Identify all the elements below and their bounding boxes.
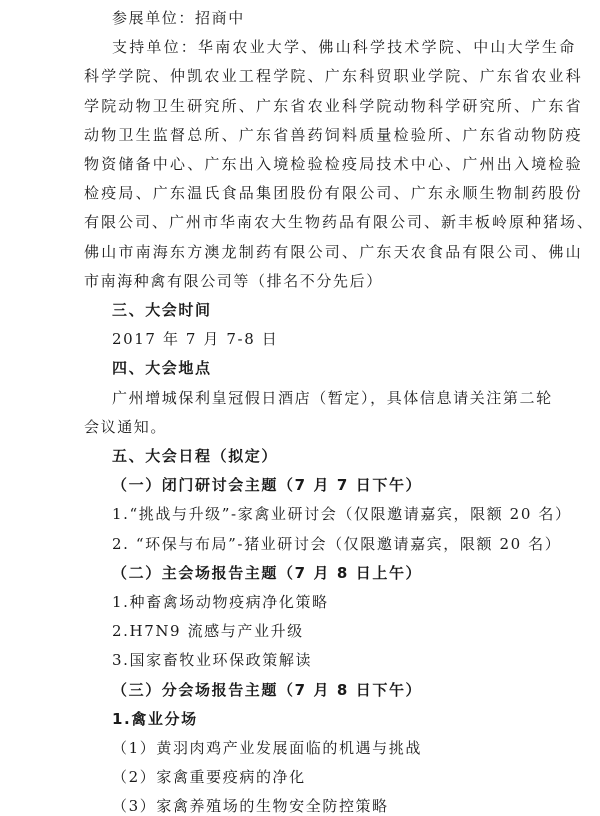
support-line-9: 市南海种禽有限公司等（排名不分先后）: [84, 271, 383, 290]
venue-line-2: 会议通知。: [84, 417, 168, 436]
part2-title: （二）主会场报告主题（7 月 8 日上午）: [112, 563, 423, 582]
support-line-5: 物资储备中心、广东出入境检验检疫局技术中心、广州出入境检验: [84, 155, 583, 173]
part3-subtitle: 1.禽业分场: [112, 709, 198, 728]
part1-item-1: 1.“挑战与升级”-家禽业研讨会（仅限邀请嘉宾，限额 20 名）: [112, 505, 572, 524]
part2-item-2: 2.H7N9 流感与产业升级: [112, 622, 304, 641]
section-time-title: 三、大会时间: [112, 301, 212, 319]
participants-line: 参展单位：招商中: [112, 9, 245, 27]
meeting-date: 2017 年 7 月 7-8 日: [112, 330, 279, 349]
venue-line-1: 广州增城保利皇冠假日酒店（暂定），具体信息请关注第二轮: [112, 388, 553, 407]
part1-title: （一）闭门研讨会主题（7 月 7 日下午）: [112, 476, 423, 495]
support-line-7: 有限公司、广州市华南农大生物药品有限公司、新丰板岭原种猪场、: [84, 213, 595, 232]
support-line-1: 支持单位：华南农业大学、佛山科学技术学院、中山大学生命: [112, 38, 577, 57]
support-line-6: 检疫局、广东温氏食品集团股份有限公司、广东永顺生物制药股份: [84, 184, 583, 203]
section-schedule-title: 五、大会日程（拟定）: [112, 447, 279, 465]
section-venue-title: 四、大会地点: [112, 359, 212, 378]
support-line-4: 动物卫生监督总所、广东省兽药饲料质量检验所、广东省动物防疫: [84, 125, 583, 144]
part3-item-2: （2）家禽重要疫病的净化: [112, 768, 306, 787]
support-line-3: 学院动物卫生研究所、广东省农业科学院动物科学研究所、广东省: [84, 96, 583, 115]
part3-item-3: （3）家禽养殖场的生物安全防控策略: [112, 797, 389, 816]
part3-title: （三）分会场报告主题（7 月 8 日下午）: [112, 680, 423, 699]
support-line-8: 佛山市南海东方澳龙制药有限公司、广东天农食品有限公司、佛山: [84, 242, 583, 261]
support-line-2: 科学学院、仲凯农业工程学院、广东科贸职业学院、广东省农业科: [84, 67, 583, 86]
part1-item-2: 2. “环保与布局”-猪业研讨会（仅限邀请嘉宾，限额 20 名）: [112, 534, 562, 553]
part2-item-1: 1.种畜禽场动物疫病净化策略: [112, 593, 329, 611]
part2-item-3: 3.国家畜牧业环保政策解读: [112, 651, 313, 670]
part3-item-1: （1）黄羽肉鸡产业发展面临的机遇与挑战: [112, 739, 422, 757]
